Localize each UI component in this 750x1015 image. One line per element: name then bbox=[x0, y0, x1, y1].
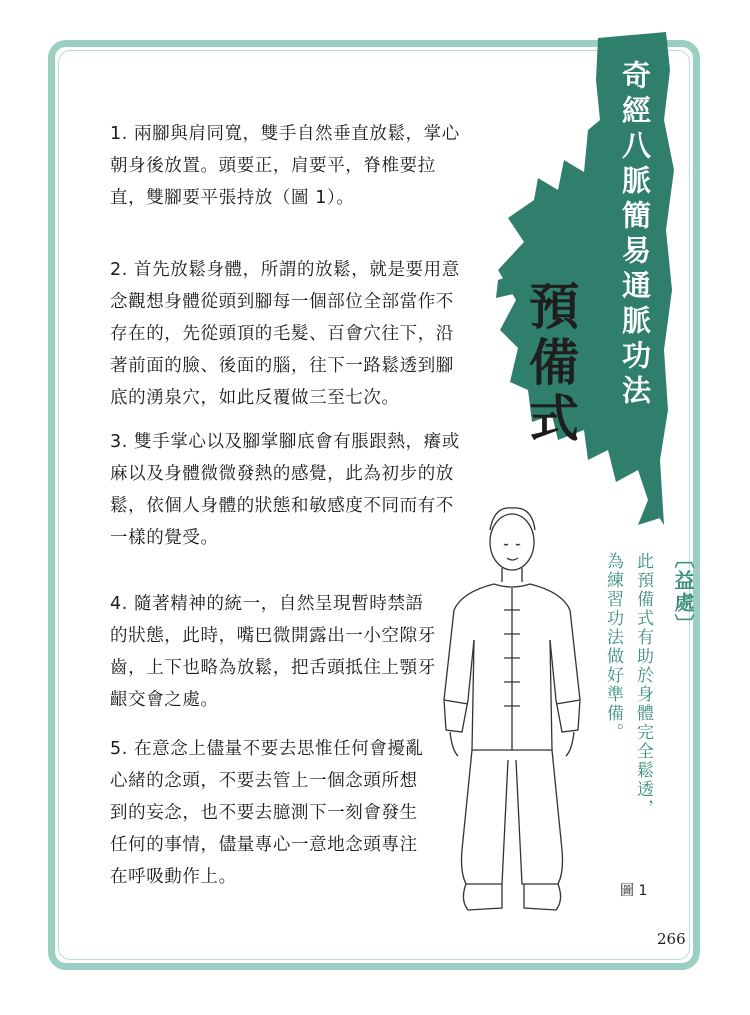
page-number: 266 bbox=[657, 930, 686, 948]
paragraph-2: 2. 首先放鬆身體，所謂的放鬆，就是要用意念觀想身體從頭到腳每一個部位全部當作不存在的，先從頭頂的毛髮、百會穴往下，沿著前面的臉、後面的腦，往下一路鬆透到腳底的湧泉穴，如此反覆做三至七次。 bbox=[110, 260, 460, 408]
section-title: 預備式 bbox=[521, 280, 580, 448]
brush-stroke bbox=[488, 30, 688, 530]
paragraph-3: 3. 雙手掌心以及腳掌腳底會有脹跟熱，癢或麻以及身體微微發熱的感覺，此為初步的放鬆，依個人身體的狀態和敏感度不同而有不一樣的覺受。 bbox=[110, 432, 460, 548]
benefit-heading: 〔益處〕 bbox=[671, 548, 695, 636]
paragraph-1: 1. 兩腳與肩同寬，雙手自然垂直放鬆，掌心朝身後放置。頭要正，肩要平，脊椎要拉直，雙腳要平張持放（圖 1）。 bbox=[110, 124, 460, 208]
series-title: 奇經八脈簡易通脈功法 bbox=[618, 60, 652, 410]
standing-man-illustration bbox=[432, 500, 592, 920]
paragraph-4: 4. 隨著精神的統一，自然呈現暫時禁語的狀態，此時，嘴巴微開露出一小空隙牙齒，上下也略為放鬆，把舌頭抵住上顎牙齦交會之處。 bbox=[110, 594, 436, 710]
figure-caption: 圖 1 bbox=[620, 883, 648, 899]
paragraph-5: 5. 在意念上儘量不要去思惟任何會擾亂心緒的念頭，不要去管上一個念頭所想到的妄念，也不要去臆測下一刻會發生任何的事情，儘量專心一意地念頭專注在呼吸動作上。 bbox=[110, 739, 424, 887]
benefit-text: 此預備式有助於身體完全鬆透，為練習功法做好準備。 bbox=[603, 552, 653, 818]
